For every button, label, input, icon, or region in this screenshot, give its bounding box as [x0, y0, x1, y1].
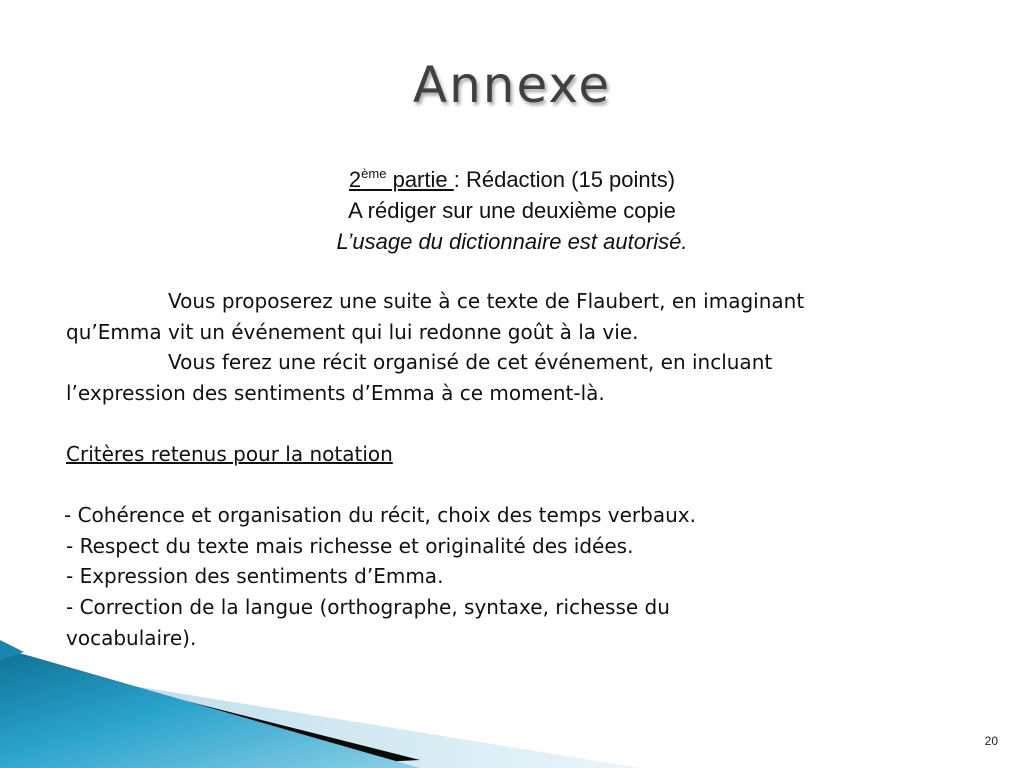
instruction-line: Vous ferez une récit organisé de cet événement, en incluant: [168, 350, 773, 375]
instruction-line: Vous proposerez une suite à ce texte de Flaubert, en imaginant: [168, 289, 805, 313]
spacer: [66, 470, 986, 501]
heading-line-1: [0, 164, 1024, 195]
page-number: 20: [984, 734, 998, 748]
part-number: 2: [348, 167, 362, 192]
criteria-title: Critères retenus pour la notation: [66, 441, 393, 466]
part-label: [349, 167, 454, 192]
criteria-item: - Cohérence et organisation du récit, choix des temps verbaux.: [64, 503, 696, 528]
decorative-corner-swoosh: [0, 640, 640, 768]
spacer: [66, 408, 986, 439]
slide-title: Annexe: [412, 56, 612, 114]
part-description: : Rédaction (15 points): [453, 167, 676, 192]
instruction-line: qu’Emma vit un événement qui lui redonne goût à la vie.: [66, 319, 639, 344]
criteria-item: - Correction de la langue (orthographe, syntaxe, richesse du: [66, 594, 670, 619]
criteria-list: [66, 500, 986, 653]
criteria-item: - Expression des sentiments d’Emma.: [66, 564, 444, 589]
blue-band: [0, 648, 420, 768]
part-word: partie: [386, 167, 454, 192]
slide-body: [66, 286, 986, 653]
heading-line-3: L’usage du dictionnaire est autorisé.: [336, 229, 688, 254]
part-superscript: ème: [361, 166, 387, 181]
criteria-item: vocabulaire).: [66, 625, 197, 650]
heading-line-2: A rédiger sur une deuxième copie: [348, 198, 676, 223]
instruction-line: l’expression des sentiments d’Emma à ce moment-là.: [66, 380, 605, 405]
assignment-heading: [0, 164, 1024, 257]
criteria-item: - Respect du texte mais richesse et originalité des idées.: [66, 533, 634, 558]
